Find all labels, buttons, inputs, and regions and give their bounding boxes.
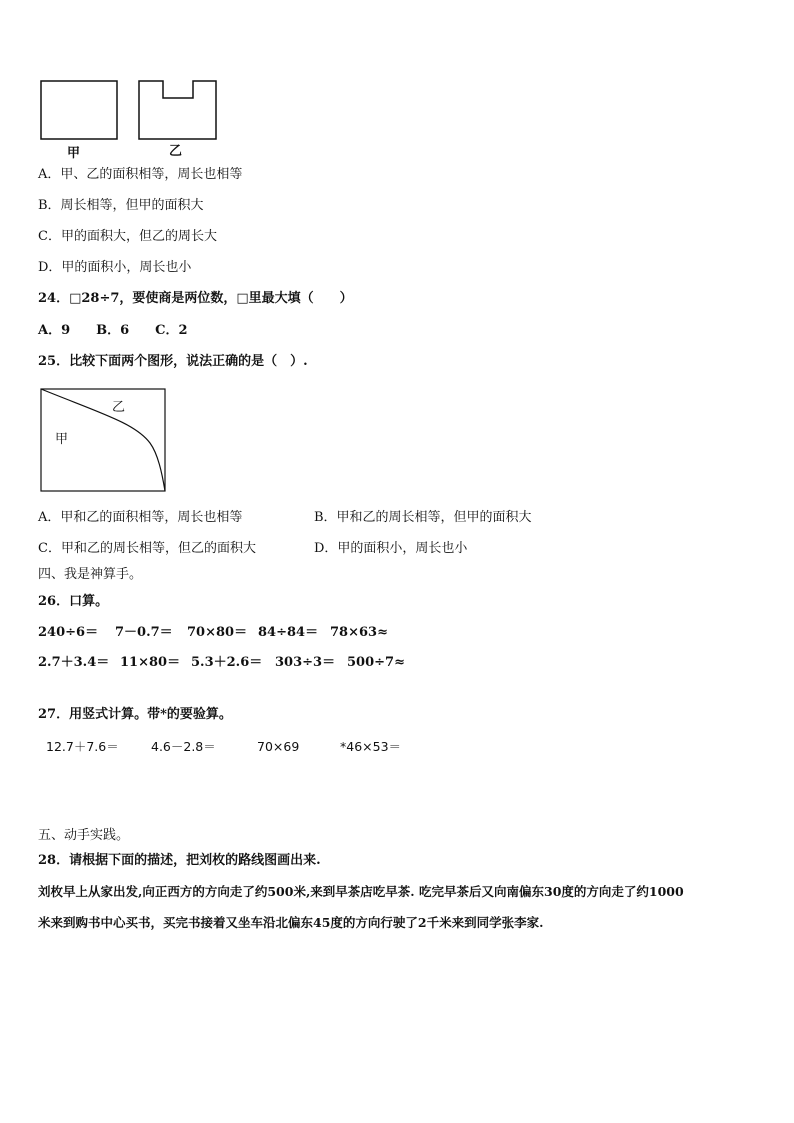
q28-paragraph-line-1: 刘枚早上从家出发,向正西方的方向走了约500米,来到早茶店吃早茶. 吃完早茶后又向南偏东30度的方向走了约1000: [38, 884, 684, 899]
q24-stem: 24．□28÷7，要使商是两位数，□里最大填（ ）: [38, 291, 353, 306]
q25-option-b: B．甲和乙的周长相等，但甲的面积大: [314, 510, 532, 525]
q26-item: 84÷84＝: [258, 625, 319, 640]
q25-stem: 25．比较下面两个图形，说法正确的是（ ）.: [38, 354, 308, 369]
q27-stem: 27．用竖式计算。带*的要验算。: [38, 707, 232, 722]
q25-label-yi: 乙: [112, 400, 126, 415]
q28-paragraph-line-2: 米来到购书中心买书，买完书接着又坐车沿北偏东45度的方向行驶了2千米来到同学张李家.: [38, 915, 544, 930]
q28-stem: 28．请根据下面的描述，把刘枚的路线图画出来.: [38, 853, 321, 868]
q25-option-d: D．甲的面积小，周长也小: [314, 541, 468, 556]
q27-items: [46, 739, 401, 755]
q26-item: 78×63≈: [330, 625, 388, 640]
figure-label-yi: 乙: [169, 144, 183, 159]
q26-stem: 26．口算。: [38, 594, 109, 609]
figure-rectangle-jia: [40, 80, 120, 142]
q26-row-2: [38, 655, 405, 671]
q23-option-d: D．甲的面积小，周长也小: [38, 260, 192, 275]
q27-item: *46×53＝: [340, 739, 402, 754]
q26-item: 5.3＋2.6＝: [191, 655, 263, 670]
section-5-heading: 五、动手实践。: [38, 828, 130, 843]
figure-label-jia: 甲: [67, 146, 81, 161]
q24-options: A．9 B．6 C．2: [38, 323, 188, 338]
q25-option-a: A．甲和乙的面积相等，周长也相等: [38, 510, 243, 525]
q25-label-jia: 甲: [55, 432, 69, 447]
q27-item: 4.6－2.8＝: [151, 739, 216, 754]
section-4-heading: 四、我是神算手。: [38, 567, 143, 582]
q26-item: 240÷6＝: [38, 625, 99, 640]
q26-item: 500÷7≈: [347, 655, 405, 670]
figure-notched-yi: [138, 80, 218, 142]
q26-row-1: [38, 625, 388, 641]
q23-option-c: C．甲的面积大，但乙的周长大: [38, 229, 217, 244]
q26-item: 303÷3＝: [275, 655, 336, 670]
q27-item: 70×69: [257, 739, 300, 754]
q26-item: 2.7＋3.4＝: [38, 655, 110, 670]
q23-option-a: A．甲、乙的面积相等，周长也相等: [38, 167, 243, 182]
q26-item: 11×80＝: [120, 655, 181, 670]
q26-item: 7－0.7＝: [115, 625, 173, 640]
q27-item: 12.7＋7.6＝: [46, 739, 119, 754]
q26-item: 70×80＝: [187, 625, 248, 640]
q25-option-c: C．甲和乙的周长相等，但乙的面积大: [38, 541, 256, 556]
q23-option-b: B．周长相等，但甲的面积大: [38, 198, 204, 213]
